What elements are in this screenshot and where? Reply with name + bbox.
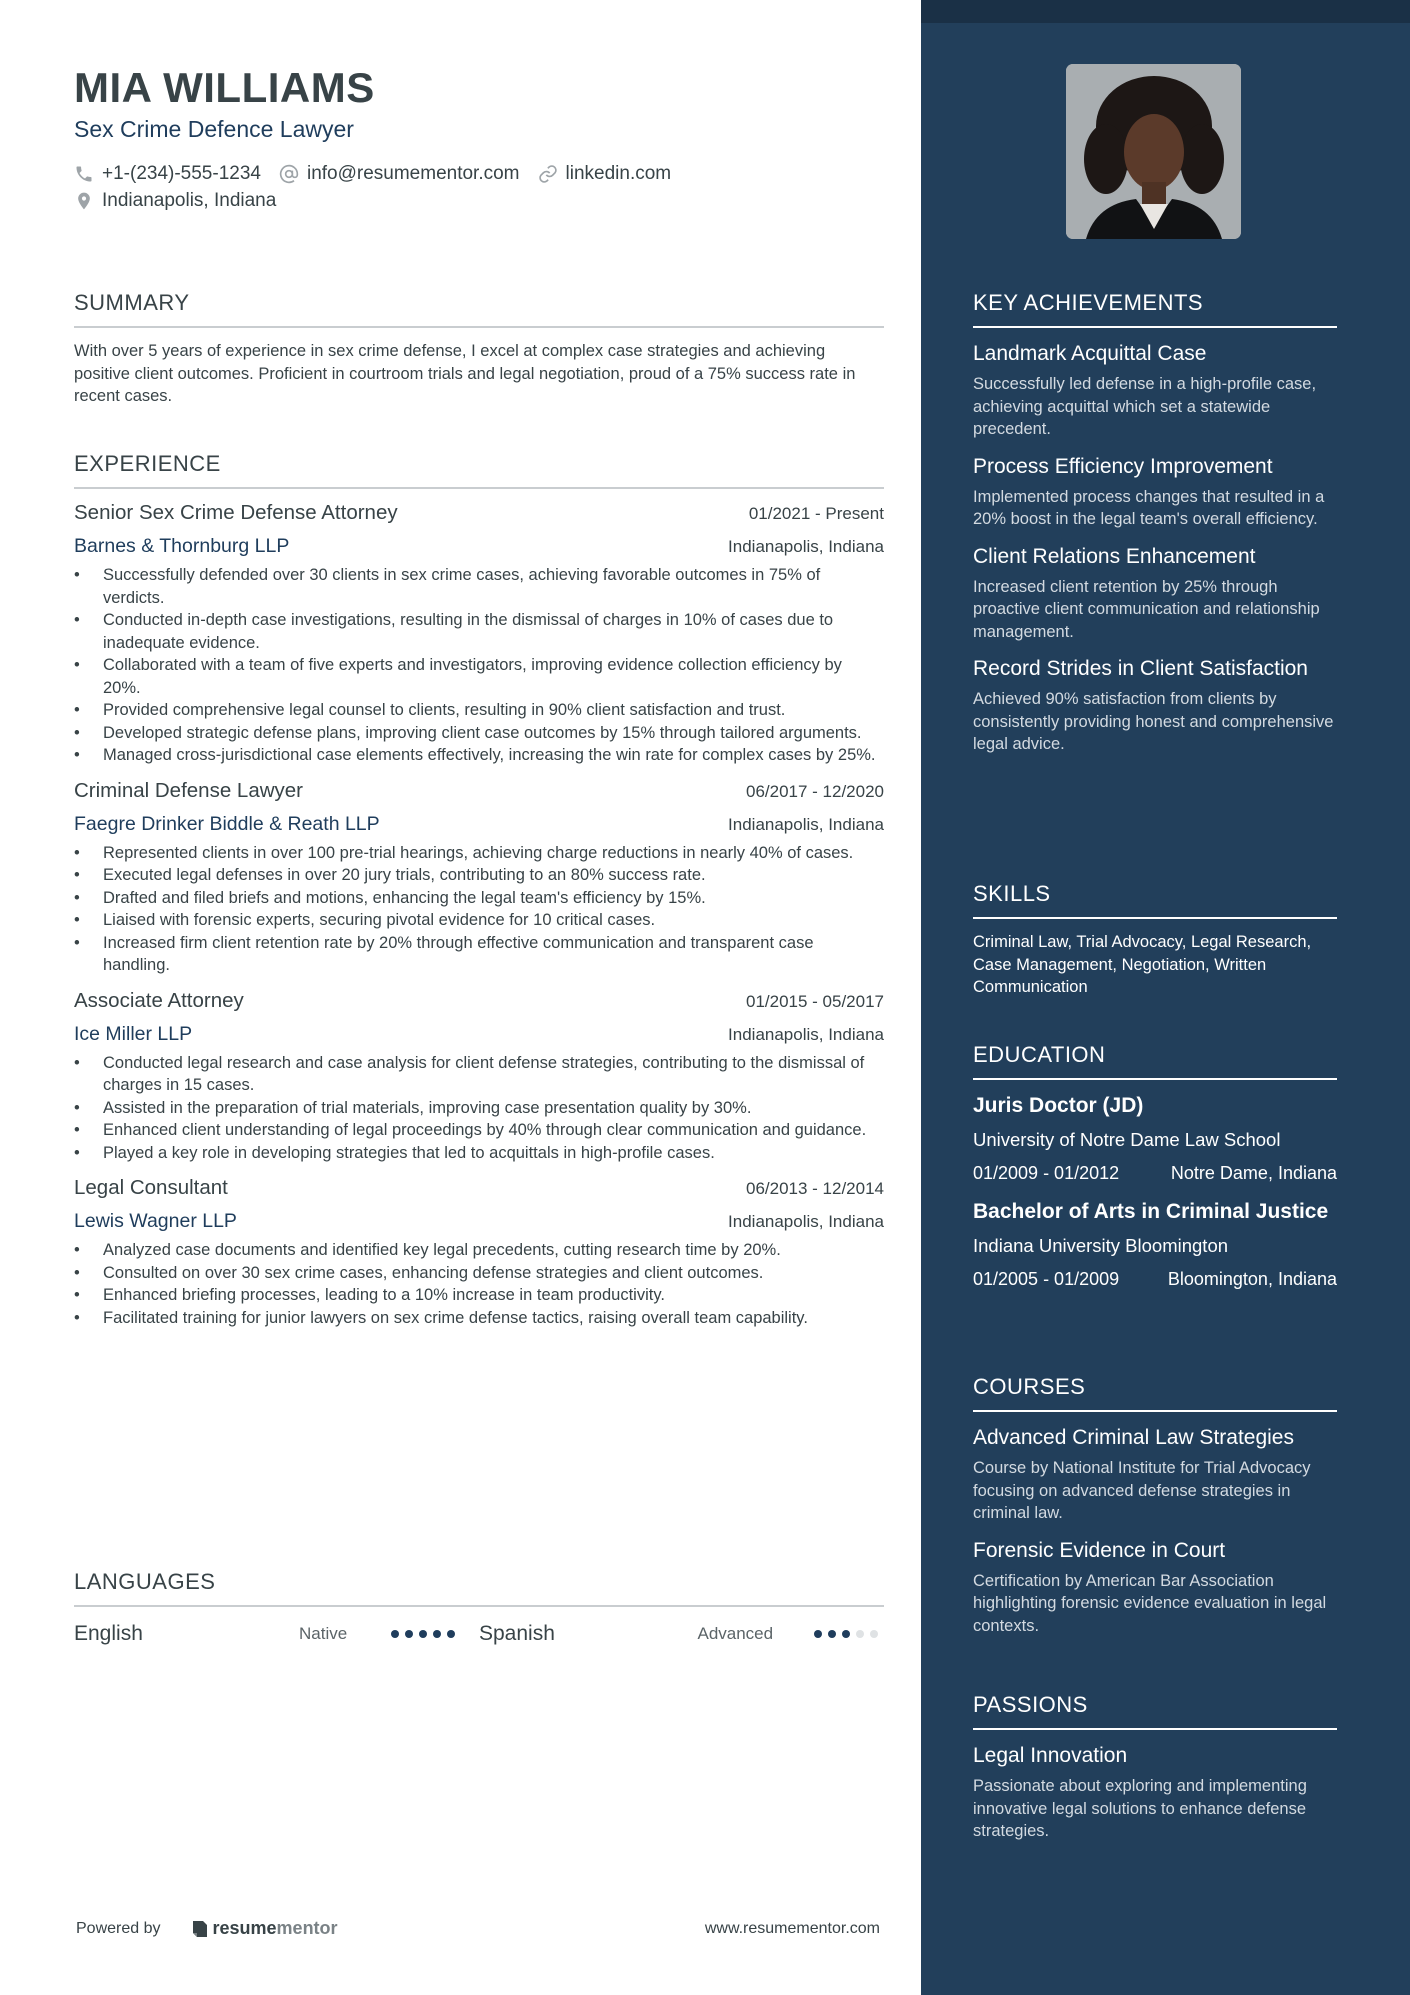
contact-location bbox=[74, 190, 276, 212]
contact-phone[interactable] bbox=[74, 163, 261, 185]
at-icon bbox=[279, 164, 299, 184]
candidate-name: MIA WILLIAMS bbox=[74, 64, 375, 111]
job-bullets bbox=[74, 1052, 884, 1165]
footer bbox=[76, 1918, 880, 1939]
job-company: Faegre Drinker Biddle & Reath LLP bbox=[74, 812, 380, 835]
job-location: Indianapolis, Indiana bbox=[728, 1212, 884, 1231]
brand-light: mentor bbox=[276, 1918, 338, 1938]
language-item bbox=[479, 1622, 884, 1646]
achievement-item bbox=[973, 655, 1337, 756]
passion-title: Legal Innovation bbox=[973, 1744, 1128, 1767]
language-level: Advanced bbox=[697, 1624, 774, 1643]
job-bullet: • Represented clients in over 100 pre-trial hearings, achieving charge reductions in nearly 40% of cases. bbox=[74, 842, 884, 865]
languages-section bbox=[74, 1569, 884, 1649]
education-location: Notre Dame, Indiana bbox=[1170, 1163, 1337, 1183]
contact-linkedin[interactable] bbox=[538, 163, 672, 185]
language-name: Spanish bbox=[479, 1622, 555, 1645]
course-desc: Course by National Institute for Trial Advocacy focusing on advanced defense strategies in criminal law. bbox=[973, 1459, 1311, 1522]
contact-info bbox=[74, 160, 874, 214]
job-entry bbox=[74, 1176, 884, 1329]
email-text: info@resumementor.com bbox=[306, 162, 520, 184]
rating-dot-filled bbox=[433, 1630, 441, 1638]
job-bullet: • Enhanced briefing processes, leading to a 10% increase in team productivity. bbox=[74, 1284, 884, 1307]
education-item bbox=[973, 1198, 1337, 1290]
job-bullet: • Analyzed case documents and identified key legal precedents, cutting research time by 20%. bbox=[74, 1239, 884, 1262]
achievement-item bbox=[973, 453, 1337, 531]
job-bullets bbox=[74, 842, 884, 977]
language-item bbox=[74, 1622, 479, 1646]
profile-photo-image bbox=[1066, 64, 1241, 239]
job-bullet: • Developed strategic defense plans, improving client case outcomes by 15% through tailored arguments. bbox=[74, 722, 884, 745]
job-location: Indianapolis, Indiana bbox=[728, 814, 884, 834]
language-rating bbox=[814, 1630, 884, 1638]
job-bullet: • Executed legal defenses in over 20 jury trials, contributing to an 80% success rate. bbox=[74, 864, 884, 887]
course-title: Forensic Evidence in Court bbox=[973, 1538, 1226, 1562]
achievement-desc: Implemented process changes that resulted in a 20% boost in the legal team's overall efficiency. bbox=[973, 487, 1325, 528]
resumementor-logo[interactable] bbox=[191, 1918, 338, 1939]
rating-dot-filled bbox=[814, 1630, 822, 1638]
language-name: English bbox=[74, 1622, 143, 1645]
achievement-item bbox=[973, 340, 1337, 441]
job-date: 01/2021 - Present bbox=[748, 504, 884, 523]
job-company: Lewis Wagner LLP bbox=[74, 1210, 237, 1232]
candidate-title: Sex Crime Defence Lawyer bbox=[74, 116, 354, 142]
job-location: Indianapolis, Indiana bbox=[728, 537, 884, 556]
job-company: Barnes & Thornburg LLP bbox=[74, 535, 290, 557]
job-bullets bbox=[74, 564, 884, 767]
achievement-desc: Successfully led defense in a high-profile case, achieving acquittal which set a statewide precedent. bbox=[973, 375, 1317, 438]
experience-section bbox=[74, 451, 884, 1329]
job-date: 01/2015 - 05/2017 bbox=[745, 991, 884, 1011]
summary-text: With over 5 years of experience in sex crime defense, I excel at complex case strategies and achieving positive client outcomes. Proficient in courtroom trials and legal negotiation, proud of a 75% success rate in recent cases. bbox=[74, 342, 856, 405]
job-entry bbox=[74, 989, 884, 1165]
job-entry bbox=[74, 501, 884, 767]
course-title: Advanced Criminal Law Strategies bbox=[973, 1426, 1294, 1449]
rating-dot-filled bbox=[391, 1630, 399, 1638]
link-icon bbox=[538, 164, 558, 184]
job-bullet: • Assisted in the preparation of trial materials, improving case presentation quality by 30%. bbox=[74, 1097, 884, 1120]
rating-dot-filled bbox=[842, 1630, 850, 1638]
brand-bold: resume bbox=[212, 1918, 277, 1938]
education-date: 01/2005 - 01/2009 bbox=[973, 1269, 1120, 1289]
achievement-desc: Increased client retention by 25% through proactive client communication and relationship management. bbox=[973, 577, 1320, 641]
job-bullet: • Collaborated with a team of five experts and investigators, improving evidence collection efficiency by 20%. bbox=[74, 654, 884, 699]
education-date: 01/2009 - 01/2012 bbox=[973, 1163, 1120, 1183]
experience-heading: EXPERIENCE bbox=[74, 451, 884, 489]
achievement-title: Process Efficiency Improvement bbox=[973, 454, 1273, 478]
job-date: 06/2017 - 12/2020 bbox=[745, 781, 884, 801]
education-heading: EDUCATION bbox=[973, 1042, 1337, 1080]
resumementor-logo-icon bbox=[191, 1919, 209, 1939]
job-title: Associate Attorney bbox=[74, 988, 244, 1012]
achievement-title: Landmark Acquittal Case bbox=[973, 342, 1207, 365]
job-company: Ice Miller LLP bbox=[74, 1022, 193, 1045]
job-bullet: • Increased firm client retention rate by 20% through effective communication and transparent case handling. bbox=[74, 932, 884, 977]
job-date: 06/2013 - 12/2014 bbox=[745, 1179, 884, 1198]
contact-email[interactable] bbox=[279, 163, 520, 185]
passions-section bbox=[973, 1692, 1337, 1843]
profile-photo bbox=[1066, 64, 1241, 239]
job-bullet: • Managed cross-jurisdictional case elements effectively, increasing the win rate for complex cases by 25%. bbox=[74, 744, 884, 767]
course-item bbox=[973, 1424, 1337, 1525]
language-level: Native bbox=[299, 1624, 348, 1643]
job-bullet: • Drafted and filed briefs and motions, enhancing the legal team's efficiency by 15%. bbox=[74, 887, 884, 910]
education-school: University of Notre Dame Law School bbox=[973, 1129, 1281, 1150]
phone-text: +1-(234)-555-1234 bbox=[102, 162, 261, 184]
languages-heading: LANGUAGES bbox=[74, 1569, 884, 1607]
course-item bbox=[973, 1537, 1337, 1638]
job-bullets bbox=[74, 1239, 884, 1329]
rating-dot-filled bbox=[419, 1630, 427, 1638]
powered-by-text: Powered by bbox=[76, 1919, 161, 1937]
rating-dot-empty bbox=[856, 1630, 864, 1638]
courses-heading: COURSES bbox=[973, 1374, 1337, 1412]
education-degree: Bachelor of Arts in Criminal Justice bbox=[973, 1200, 1329, 1223]
education-degree: Juris Doctor (JD) bbox=[973, 1094, 1144, 1117]
passion-desc: Passionate about exploring and implementing innovative legal solutions to enhance defense strategies. bbox=[973, 1777, 1307, 1840]
achievement-title: Client Relations Enhancement bbox=[973, 544, 1256, 568]
education-school: Indiana University Bloomington bbox=[973, 1235, 1229, 1256]
courses-section bbox=[973, 1374, 1337, 1637]
job-bullet: • Liaised with forensic experts, securing pivotal evidence for 10 critical cases. bbox=[74, 909, 884, 932]
achievement-title: Record Strides in Client Satisfaction bbox=[973, 657, 1308, 680]
skills-heading: SKILLS bbox=[973, 881, 1337, 919]
location-pin-icon bbox=[74, 191, 94, 211]
sidebar bbox=[921, 0, 1410, 1995]
job-title: Senior Sex Crime Defense Attorney bbox=[74, 501, 398, 524]
job-bullet: • Successfully defended over 30 clients in sex crime cases, achieving favorable outcomes in 75% of verdicts. bbox=[74, 564, 884, 609]
rating-dot-empty bbox=[870, 1630, 878, 1638]
summary-heading: SUMMARY bbox=[74, 290, 884, 328]
job-bullet: • Facilitated training for junior lawyers on sex crime defense tactics, raising overall team capability. bbox=[74, 1307, 884, 1330]
skills-section bbox=[973, 881, 1337, 999]
rating-dot-filled bbox=[447, 1630, 455, 1638]
achievement-item bbox=[973, 543, 1337, 644]
job-location: Indianapolis, Indiana bbox=[728, 1024, 884, 1044]
summary-section bbox=[74, 290, 884, 408]
job-bullet: • Conducted legal research and case analysis for client defense strategies, contributing to the dismissal of charges in 15 cases. bbox=[74, 1052, 884, 1097]
linkedin-text: linkedin.com bbox=[565, 162, 672, 184]
location-text: Indianapolis, Indiana bbox=[102, 189, 277, 211]
passion-item bbox=[973, 1742, 1337, 1843]
job-bullet: • Played a key role in developing strategies that led to acquittals in high-profile cases. bbox=[74, 1142, 884, 1165]
course-desc: Certification by American Bar Association highlighting forensic evidence evaluation in legal contexts. bbox=[973, 1571, 1327, 1635]
achievements-heading: KEY ACHIEVEMENTS bbox=[973, 290, 1337, 328]
rating-dot-filled bbox=[828, 1630, 836, 1638]
education-item bbox=[973, 1092, 1337, 1184]
rating-dot-filled bbox=[405, 1630, 413, 1638]
language-rating bbox=[391, 1630, 461, 1638]
sidebar-top-band bbox=[921, 0, 1410, 23]
footer-website-link[interactable]: www.resumementor.com bbox=[704, 1919, 880, 1937]
job-entry bbox=[74, 779, 884, 977]
skills-text: Criminal Law, Trial Advocacy, Legal Research, Case Management, Negotiation, Written Communication bbox=[973, 933, 1312, 996]
job-bullet: • Provided comprehensive legal counsel to clients, resulting in 90% client satisfaction and trust. bbox=[74, 699, 884, 722]
education-location: Bloomington, Indiana bbox=[1167, 1269, 1337, 1289]
achievements-section bbox=[973, 290, 1337, 756]
job-bullet: • Consulted on over 30 sex crime cases, enhancing defense strategies and client outcomes. bbox=[74, 1262, 884, 1285]
achievement-desc: Achieved 90% satisfaction from clients by consistently providing honest and comprehensive legal advice. bbox=[973, 690, 1334, 753]
phone-icon bbox=[74, 164, 94, 184]
passions-heading: PASSIONS bbox=[973, 1692, 1337, 1730]
education-section bbox=[973, 1042, 1337, 1290]
job-title: Criminal Defense Lawyer bbox=[74, 778, 304, 802]
job-title: Legal Consultant bbox=[74, 1176, 228, 1199]
job-bullet: • Enhanced client understanding of legal proceedings by 40% through clear communication and guidance. bbox=[74, 1119, 884, 1142]
job-bullet: • Conducted in-depth case investigations, resulting in the dismissal of charges in 10% of cases due to inadequate evidence. bbox=[74, 609, 884, 654]
